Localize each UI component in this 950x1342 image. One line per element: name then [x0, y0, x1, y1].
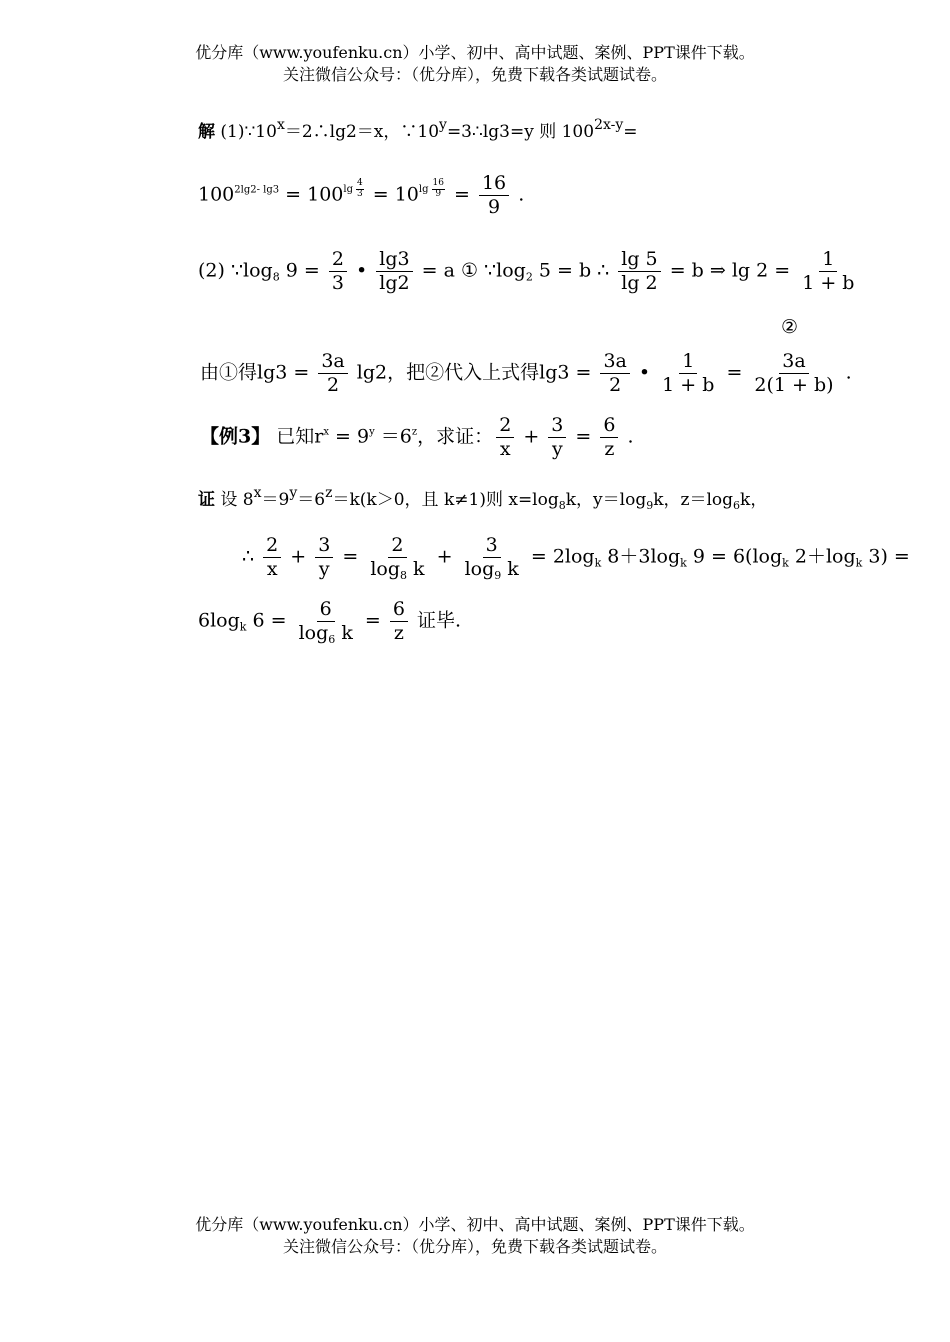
subscript: k	[855, 556, 863, 570]
text: 6 =	[246, 609, 293, 632]
numerator: 2	[388, 534, 406, 558]
denominator: 9	[488, 195, 501, 218]
fraction	[390, 598, 408, 645]
fraction	[462, 534, 522, 581]
text: ＝9	[261, 490, 290, 510]
text: lg	[343, 184, 353, 196]
fraction	[600, 350, 629, 397]
superscript: x	[276, 117, 285, 133]
subscript: k	[782, 556, 789, 570]
text: log	[370, 557, 401, 580]
text: 设 8	[215, 490, 254, 510]
text: 2＋log	[788, 545, 856, 568]
text: 5 = b ∴	[532, 259, 616, 282]
footer-line-1: 优分库（www.youfenku.cn）小学、初中、高中试题、案例、PPT课件下载。	[195, 1215, 755, 1234]
text: +	[284, 545, 313, 568]
numerator: 3a	[779, 350, 808, 374]
fraction	[318, 350, 347, 397]
superscript: y	[369, 426, 375, 438]
fraction	[376, 248, 412, 295]
solution-1-line-1	[198, 117, 638, 142]
denominator: 2(1 + b)	[754, 373, 834, 396]
fraction	[751, 350, 836, 397]
numerator: 2	[329, 248, 347, 272]
text: 9 =	[279, 259, 326, 282]
text: = 100	[279, 183, 344, 206]
text: =	[720, 361, 749, 384]
text: log	[298, 621, 329, 644]
subscript: 9	[494, 568, 502, 582]
superscript: z	[411, 426, 418, 438]
text: k，z＝log	[653, 490, 734, 510]
subscript: 2	[525, 270, 533, 284]
fraction	[799, 248, 857, 295]
numerator: 3	[315, 534, 333, 558]
fraction	[432, 179, 445, 200]
text: = 2log	[524, 545, 595, 568]
fraction	[479, 172, 509, 219]
denominator: 2	[609, 373, 622, 396]
fraction	[263, 534, 281, 581]
text: 9 = 6(log	[686, 545, 783, 568]
subscript: 6	[328, 632, 336, 646]
text: •	[349, 259, 374, 282]
text: log	[464, 557, 495, 580]
proof-line-1	[198, 485, 768, 512]
text: = 10	[366, 183, 419, 206]
fraction	[296, 598, 356, 645]
exponent-lg-fraction	[343, 178, 366, 200]
circled-number-2: ②	[781, 316, 799, 338]
fraction	[329, 248, 347, 295]
text: =3∴lg3=y 则 100	[446, 122, 595, 142]
fraction	[548, 414, 566, 461]
numerator: 16	[479, 172, 509, 196]
proof-line-2	[242, 534, 910, 581]
numerator: lg3	[376, 248, 412, 272]
denominator	[296, 622, 356, 645]
fraction	[367, 534, 427, 581]
subscript: 8	[272, 270, 280, 284]
denominator: 9	[435, 189, 442, 200]
denominator: x	[266, 557, 278, 580]
fraction	[600, 414, 618, 461]
solution-2-derivation	[200, 350, 852, 397]
text: k，	[740, 490, 768, 510]
denominator: y	[551, 437, 563, 460]
text: .	[839, 361, 852, 384]
denominator: 2	[326, 373, 340, 396]
denominator: lg2	[379, 271, 410, 294]
text: 6log	[198, 609, 240, 632]
text: lg	[418, 184, 429, 196]
text: (2) ∵log	[198, 259, 273, 282]
numerator: 4	[356, 178, 363, 189]
text: ＝6	[297, 490, 326, 510]
text: lg2，把②代入上式得lg3 =	[350, 361, 598, 384]
text: 已知r	[270, 425, 324, 448]
header-line-2: 关注微信公众号：（优分库），免费下载各类试题试卷。	[282, 65, 667, 84]
fraction	[618, 248, 660, 295]
text: 由①得lg3 =	[200, 361, 316, 384]
numerator: 2	[496, 414, 514, 438]
subscript: 8	[400, 568, 408, 582]
denominator: y	[318, 557, 330, 580]
solution-1-line-2	[198, 172, 524, 219]
subscript: 6	[733, 499, 741, 512]
text: = b ⇒ lg 2 =	[663, 259, 797, 282]
fraction	[356, 179, 364, 200]
text: = a ① ∵log	[415, 259, 526, 282]
denominator	[462, 558, 522, 581]
solution-label: 解	[198, 122, 215, 142]
superscript: y	[439, 117, 447, 133]
numerator: 2	[263, 534, 281, 558]
text: 8＋3log	[601, 545, 681, 568]
superscript: 2lg2- lg3	[234, 184, 280, 196]
text: ＝2∴lg2＝x，∵10	[284, 122, 440, 142]
denominator	[367, 558, 427, 581]
superscript: x	[253, 485, 262, 501]
denominator: 3	[331, 271, 344, 294]
fraction	[659, 350, 717, 397]
text: =	[569, 425, 598, 448]
text: (1)∵10	[220, 122, 277, 142]
text: ，求证：	[417, 425, 494, 448]
text: k	[407, 557, 425, 580]
superscript: y	[289, 485, 298, 501]
text: +	[430, 545, 459, 568]
text: 证毕.	[410, 609, 462, 632]
numerator: 1	[819, 248, 837, 272]
text: k	[335, 621, 353, 644]
denominator: 1 + b	[662, 373, 715, 396]
numerator: 3a	[600, 350, 629, 374]
text: k	[501, 557, 519, 580]
proof-label: 证	[198, 490, 215, 510]
numerator: 1	[679, 350, 697, 374]
subscript: k	[594, 556, 602, 570]
numerator: 6	[317, 598, 335, 622]
text: =	[336, 545, 365, 568]
subscript: 9	[646, 499, 654, 512]
text: ∴	[242, 545, 261, 568]
text: .	[512, 183, 525, 206]
example-3-line	[200, 414, 634, 461]
header-line-1: 优分库（www.youfenku.cn）小学、初中、高中试题、案例、PPT课件下载。	[195, 43, 755, 62]
denominator: z	[604, 437, 615, 460]
numerator: 6	[390, 598, 408, 622]
proof-line-3	[198, 598, 461, 645]
text: 100	[198, 183, 235, 206]
text: .	[621, 425, 634, 448]
example-label: 【例3】	[200, 425, 271, 448]
text: =	[358, 609, 387, 632]
fraction	[496, 414, 514, 461]
solution-2-line	[198, 248, 860, 295]
exponent-lg-fraction	[418, 178, 448, 200]
numerator: lg 5	[618, 248, 660, 272]
denominator: x	[499, 437, 511, 460]
numerator: 3	[483, 534, 501, 558]
text: 3) =	[862, 545, 910, 568]
footer-line-2: 关注微信公众号：（优分库），免费下载各类试题试卷。	[282, 1237, 667, 1256]
text: =	[447, 183, 476, 206]
subscript: 8	[558, 499, 566, 512]
numerator: 6	[600, 414, 618, 438]
denominator: 3	[356, 189, 363, 200]
text: k，y＝log	[565, 490, 647, 510]
denominator: lg 2	[621, 271, 658, 294]
text: ＝6	[374, 425, 412, 448]
text: ＝k(k＞0，且 k≠1)则 x=log	[332, 490, 559, 510]
superscript: z	[325, 485, 333, 501]
text: +	[517, 425, 546, 448]
subscript: k	[239, 620, 247, 634]
subscript: k	[680, 556, 687, 570]
numerator: 16	[432, 178, 444, 189]
superscript: 2x-y	[594, 117, 624, 133]
numerator: 3a	[318, 350, 347, 374]
fraction	[315, 534, 333, 581]
text: •	[632, 361, 657, 384]
denominator: z	[393, 621, 404, 644]
text: =	[623, 122, 638, 142]
text: = 9	[329, 425, 370, 448]
denominator: 1 + b	[802, 271, 855, 294]
numerator: 3	[548, 414, 566, 438]
superscript: x	[323, 426, 329, 438]
